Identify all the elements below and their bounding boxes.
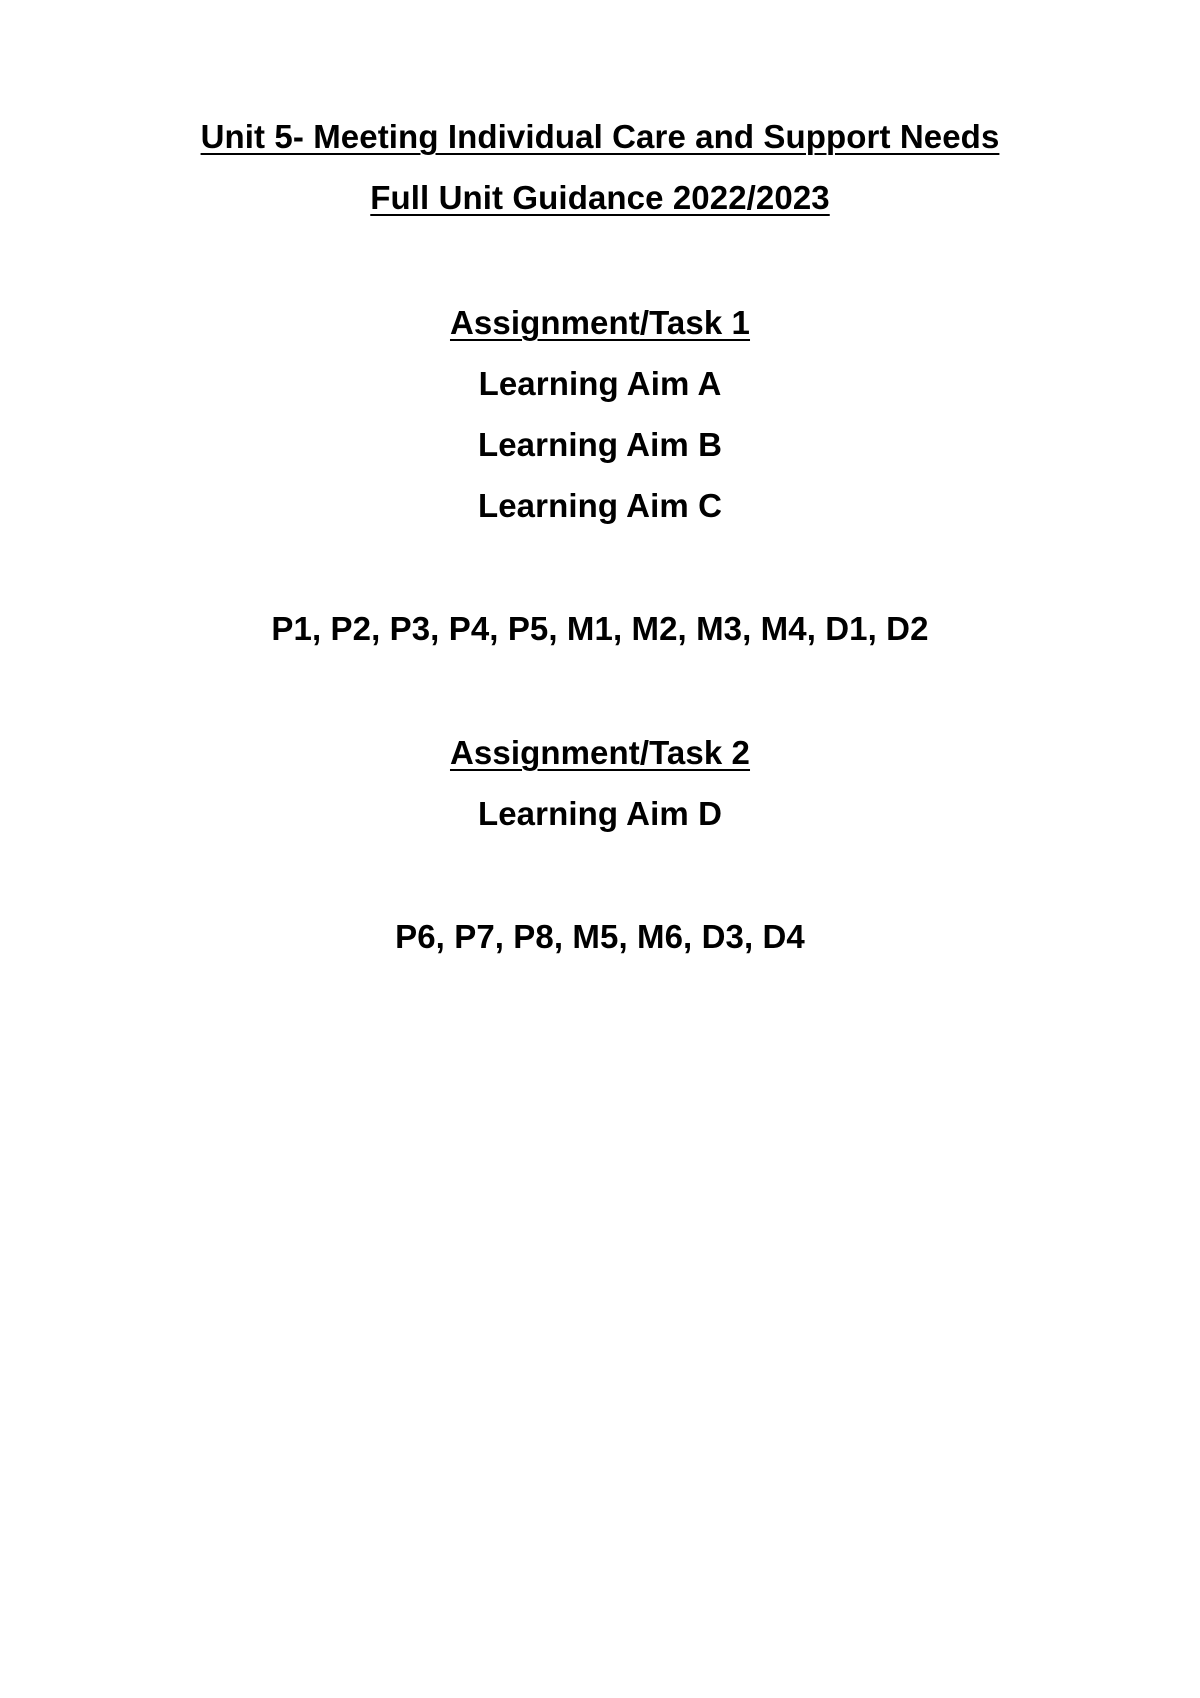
task-2-learning-aim-d: Learning Aim D xyxy=(477,795,723,832)
task-1-learning-aim-b: Learning Aim B xyxy=(477,426,723,463)
unit-title: Unit 5- Meeting Individual Care and Support Needs xyxy=(200,118,1000,155)
task-1-learning-aim-a: Learning Aim A xyxy=(478,365,722,402)
guidance-subtitle: Full Unit Guidance 2022/2023 xyxy=(370,179,830,216)
task-1-heading: Assignment/Task 1 xyxy=(449,304,751,341)
task-2-criteria: P6, P7, P8, M5, M6, D3, D4 xyxy=(395,918,805,955)
task-1-criteria: P1, P2, P3, P4, P5, M1, M2, M3, M4, D1, D2 xyxy=(271,610,929,647)
task-1-learning-aim-c: Learning Aim C xyxy=(477,487,723,524)
task-2-heading: Assignment/Task 2 xyxy=(449,734,751,771)
